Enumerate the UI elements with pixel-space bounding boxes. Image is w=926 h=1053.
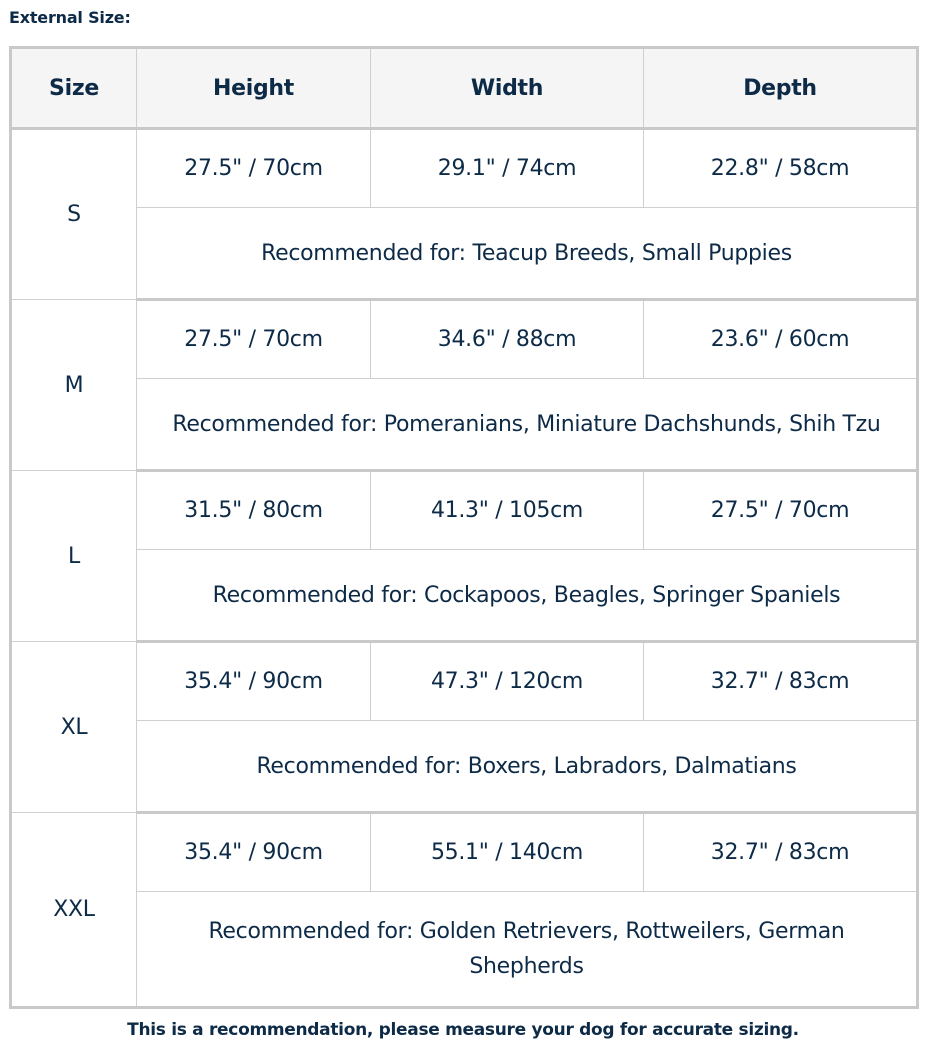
width-cell: 34.6" / 88cm	[371, 300, 644, 379]
recommendation-cell: Recommended for: Golden Retrievers, Rottweilers, German Shepherds	[137, 892, 918, 1008]
table-row	[11, 129, 918, 208]
table-row	[11, 721, 918, 813]
table-row	[11, 642, 918, 721]
footnote: This is a recommendation, please measure your dog for accurate sizing.	[127, 1020, 799, 1040]
recommendation-cell: Recommended for: Boxers, Labradors, Dalmatians	[137, 721, 918, 813]
size-chart-table	[9, 46, 919, 1009]
table-row	[11, 471, 918, 550]
section-heading: External Size:	[9, 8, 131, 27]
height-cell: 27.5" / 70cm	[137, 129, 371, 208]
recommendation-cell: Recommended for: Pomeranians, Miniature Dachshunds, Shih Tzu	[137, 379, 918, 471]
size-cell: M	[11, 300, 137, 471]
recommendation-cell: Recommended for: Teacup Breeds, Small Puppies	[137, 208, 918, 300]
size-cell: XXL	[11, 813, 137, 1008]
table-row	[11, 813, 918, 892]
size-cell: L	[11, 471, 137, 642]
column-header-size: Size	[11, 48, 137, 129]
height-cell: 35.4" / 90cm	[137, 813, 371, 892]
width-cell: 47.3" / 120cm	[371, 642, 644, 721]
table-row	[11, 550, 918, 642]
depth-cell: 27.5" / 70cm	[644, 471, 918, 550]
column-header-width: Width	[371, 48, 644, 129]
width-cell: 55.1" / 140cm	[371, 813, 644, 892]
size-cell: S	[11, 129, 137, 300]
depth-cell: 22.8" / 58cm	[644, 129, 918, 208]
width-cell: 41.3" / 105cm	[371, 471, 644, 550]
column-header-depth: Depth	[644, 48, 918, 129]
height-cell: 27.5" / 70cm	[137, 300, 371, 379]
size-cell: XL	[11, 642, 137, 813]
table-header-row	[11, 48, 918, 129]
height-cell: 35.4" / 90cm	[137, 642, 371, 721]
column-header-height: Height	[137, 48, 371, 129]
depth-cell: 23.6" / 60cm	[644, 300, 918, 379]
table-row	[11, 892, 918, 1008]
table-row	[11, 379, 918, 471]
table-row	[11, 208, 918, 300]
height-cell: 31.5" / 80cm	[137, 471, 371, 550]
recommendation-cell: Recommended for: Cockapoos, Beagles, Springer Spaniels	[137, 550, 918, 642]
depth-cell: 32.7" / 83cm	[644, 813, 918, 892]
width-cell: 29.1" / 74cm	[371, 129, 644, 208]
table-row	[11, 300, 918, 379]
depth-cell: 32.7" / 83cm	[644, 642, 918, 721]
